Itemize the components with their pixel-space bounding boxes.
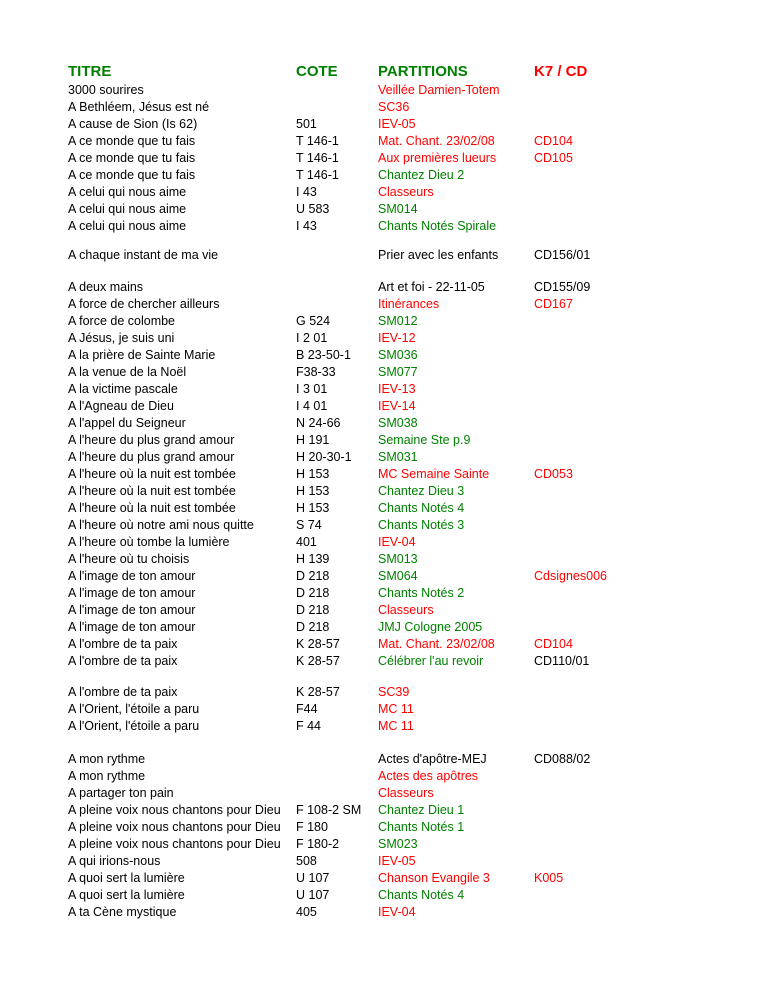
table-row: [0, 751, 768, 768]
cell-titre: A qui irions-nous: [68, 854, 161, 868]
cell-titre: A l'heure du plus grand amour: [68, 450, 235, 464]
cell-titre: A l'image de ton amour: [68, 569, 196, 583]
cell-cote: U 107: [296, 871, 330, 885]
table-row: [0, 466, 768, 483]
cell-k7-cd: Cdsignes006: [534, 569, 607, 583]
cell-cote: H 153: [296, 501, 330, 515]
cell-cote: U 583: [296, 202, 330, 216]
cell-partitions: IEV-04: [378, 905, 416, 919]
table-row: [0, 415, 768, 432]
table-row: [0, 853, 768, 870]
table-row: [0, 313, 768, 330]
cell-titre: A l'heure où tu choisis: [68, 552, 190, 566]
table-row: [0, 718, 768, 735]
cell-k7-cd: CD088/02: [534, 752, 591, 766]
cell-partitions: IEV-05: [378, 117, 416, 131]
cell-titre: A pleine voix nous chantons pour Dieu: [68, 837, 281, 851]
cell-cote: H 153: [296, 484, 330, 498]
table-row: [0, 551, 768, 568]
cell-cote: I 3 01: [296, 382, 328, 396]
cell-titre: A l'ombre de ta paix: [68, 637, 178, 651]
cell-partitions: Chants Notés Spirale: [378, 219, 497, 233]
header-partitions: PARTITIONS: [378, 63, 468, 80]
cell-cote: T 146-1: [296, 151, 339, 165]
cell-partitions: SM077: [378, 365, 418, 379]
cell-partitions: Actes d'apôtre-MEJ: [378, 752, 487, 766]
cell-partitions: Classeurs: [378, 603, 434, 617]
table-row: [0, 483, 768, 500]
cell-titre: A Bethléem, Jésus est né: [68, 100, 210, 114]
cell-titre: A l'heure où la nuit est tombée: [68, 467, 236, 481]
cell-titre: A ce monde que tu fais: [68, 168, 196, 182]
header-cote: COTE: [296, 63, 338, 80]
cell-cote: F 180-2: [296, 837, 340, 851]
cell-titre: A celui qui nous aime: [68, 202, 187, 216]
cell-titre: A l'Orient, l'étoile a paru: [68, 702, 200, 716]
cell-titre: A l'image de ton amour: [68, 620, 196, 634]
cell-cote: F44: [296, 702, 318, 716]
cell-titre: A l'ombre de ta paix: [68, 654, 178, 668]
table-row: [0, 768, 768, 785]
cell-cote: F 44: [296, 719, 322, 733]
cell-cote: G 524: [296, 314, 331, 328]
table-row: [0, 870, 768, 887]
cell-partitions: SM036: [378, 348, 418, 362]
cell-titre: A cause de Sion (Is 62): [68, 117, 198, 131]
table-row: [0, 904, 768, 921]
header-k7-cd: K7 / CD: [534, 63, 588, 80]
cell-partitions: MC 11: [378, 719, 414, 733]
table-row: [0, 167, 768, 184]
table-row: [0, 247, 768, 264]
table-row: [0, 802, 768, 819]
table-row: [0, 517, 768, 534]
cell-partitions: Célébrer l'au revoir: [378, 654, 484, 668]
cell-titre: A la victime pascale: [68, 382, 178, 396]
cell-k7-cd: CD167: [534, 297, 573, 311]
table-row: [0, 99, 768, 116]
cell-cote: B 23-50-1: [296, 348, 351, 362]
cell-partitions: IEV-14: [378, 399, 416, 413]
cell-cote: D 218: [296, 620, 330, 634]
table-row: [0, 836, 768, 853]
cell-cote: I 2 01: [296, 331, 328, 345]
table-row: [0, 619, 768, 636]
cell-cote: I 43: [296, 219, 317, 233]
cell-titre: A l'Orient, l'étoile a paru: [68, 719, 200, 733]
cell-titre: A l'heure où tombe la lumière: [68, 535, 230, 549]
cell-partitions: Semaine Ste p.9: [378, 433, 471, 447]
cell-cote: D 218: [296, 586, 330, 600]
table-row: [0, 432, 768, 449]
table-row: [0, 218, 768, 235]
cell-partitions: JMJ Cologne 2005: [378, 620, 483, 634]
cell-partitions: Mat. Chant. 23/02/08: [378, 134, 495, 148]
cell-partitions: Actes des apôtres: [378, 769, 479, 783]
cell-titre: A l'image de ton amour: [68, 603, 196, 617]
cell-partitions: IEV-13: [378, 382, 416, 396]
cell-partitions: Aux premières lueurs: [378, 151, 497, 165]
cell-titre: A l'image de ton amour: [68, 586, 196, 600]
cell-cote: 508: [296, 854, 317, 868]
table-row: [0, 602, 768, 619]
cell-cote: 501: [296, 117, 317, 131]
cell-partitions: SM031: [378, 450, 418, 464]
cell-partitions: Chants Notés 1: [378, 820, 465, 834]
cell-titre: A mon rythme: [68, 769, 146, 783]
table-row: [0, 500, 768, 517]
cell-k7-cd: CD156/01: [534, 248, 591, 262]
cell-partitions: Art et foi - 22-11-05: [378, 280, 485, 294]
cell-cote: H 20-30-1: [296, 450, 352, 464]
cell-titre: A chaque instant de ma vie: [68, 248, 219, 262]
cell-partitions: IEV-05: [378, 854, 416, 868]
cell-cote: H 191: [296, 433, 330, 447]
cell-partitions: Itinérances: [378, 297, 440, 311]
cell-partitions: SC36: [378, 100, 410, 114]
cell-titre: A pleine voix nous chantons pour Dieu: [68, 820, 281, 834]
cell-partitions: SM013: [378, 552, 418, 566]
table-row: [0, 150, 768, 167]
cell-titre: A l'heure où la nuit est tombée: [68, 501, 236, 515]
table-row: [0, 364, 768, 381]
cell-titre: A quoi sert la lumière: [68, 871, 185, 885]
table-row: [0, 184, 768, 201]
cell-partitions: Chants Notés 2: [378, 586, 465, 600]
cell-partitions: Chanson Evangile 3: [378, 871, 490, 885]
cell-cote: D 218: [296, 569, 330, 583]
cell-cote: H 139: [296, 552, 330, 566]
cell-cote: I 43: [296, 185, 317, 199]
cell-titre: A l'appel du Seigneur: [68, 416, 186, 430]
table-row: [0, 684, 768, 701]
cell-k7-cd: CD104: [534, 134, 573, 148]
cell-titre: A partager ton pain: [68, 786, 174, 800]
cell-titre: A pleine voix nous chantons pour Dieu: [68, 803, 281, 817]
cell-titre: A celui qui nous aime: [68, 219, 187, 233]
table-row: [0, 887, 768, 904]
cell-partitions: Veillée Damien-Totem: [378, 83, 500, 97]
table-row: [0, 653, 768, 670]
cell-partitions: SM023: [378, 837, 418, 851]
table-row: [0, 449, 768, 466]
cell-titre: A l'ombre de ta paix: [68, 685, 178, 699]
table-row: [0, 201, 768, 218]
cell-titre: 3000 sourires: [68, 83, 144, 97]
table-row: [0, 296, 768, 313]
cell-k7-cd: CD104: [534, 637, 573, 651]
cell-cote: 401: [296, 535, 317, 549]
cell-cote: K 28-57: [296, 637, 340, 651]
cell-titre: A l'heure où notre ami nous quitte: [68, 518, 254, 532]
table-row: [0, 701, 768, 718]
table-row: [0, 279, 768, 296]
cell-titre: A la prière de Sainte Marie: [68, 348, 216, 362]
cell-titre: A l'heure du plus grand amour: [68, 433, 235, 447]
cell-k7-cd: CD110/01: [534, 654, 590, 668]
cell-titre: A Jésus, je suis uni: [68, 331, 175, 345]
cell-partitions: MC 11: [378, 702, 414, 716]
cell-cote: K 28-57: [296, 685, 340, 699]
cell-cote: K 28-57: [296, 654, 340, 668]
cell-titre: A force de colombe: [68, 314, 176, 328]
cell-titre: A l'Agneau de Dieu: [68, 399, 174, 413]
table-row: [0, 534, 768, 551]
cell-k7-cd: CD105: [534, 151, 573, 165]
cell-cote: D 218: [296, 603, 330, 617]
table-row: [0, 636, 768, 653]
table-row: [0, 133, 768, 150]
cell-partitions: Chantez Dieu 2: [378, 168, 465, 182]
cell-titre: A mon rythme: [68, 752, 146, 766]
cell-partitions: Chants Notés 3: [378, 518, 465, 532]
cell-cote: T 146-1: [296, 134, 339, 148]
table-row: [0, 568, 768, 585]
cell-cote: U 107: [296, 888, 330, 902]
cell-titre: A force de chercher ailleurs: [68, 297, 220, 311]
cell-titre: A ce monde que tu fais: [68, 151, 196, 165]
cell-partitions: SC39: [378, 685, 410, 699]
cell-titre: A ce monde que tu fais: [68, 134, 196, 148]
cell-cote: F 180: [296, 820, 328, 834]
cell-partitions: SM064: [378, 569, 418, 583]
cell-partitions: Mat. Chant. 23/02/08: [378, 637, 495, 651]
cell-titre: A la venue de la Noël: [68, 365, 187, 379]
header-titre: TITRE: [68, 63, 112, 80]
cell-titre: A celui qui nous aime: [68, 185, 187, 199]
cell-cote: I 4 01: [296, 399, 328, 413]
cell-partitions: Prier avec les enfants: [378, 248, 499, 262]
cell-partitions: Chants Notés 4: [378, 501, 465, 515]
cell-partitions: SM014: [378, 202, 418, 216]
table-row: [0, 347, 768, 364]
table-row: [0, 116, 768, 133]
cell-cote: T 146-1: [296, 168, 339, 182]
cell-cote: F 108-2 SM: [296, 803, 362, 817]
cell-partitions: SM012: [378, 314, 418, 328]
table-row: [0, 398, 768, 415]
cell-titre: A deux mains: [68, 280, 144, 294]
table-row: [0, 381, 768, 398]
cell-partitions: Classeurs: [378, 786, 434, 800]
table-row: [0, 785, 768, 802]
cell-titre: A ta Cène mystique: [68, 905, 177, 919]
table-row: [0, 585, 768, 602]
cell-cote: N 24-66: [296, 416, 341, 430]
cell-partitions: Chantez Dieu 3: [378, 484, 465, 498]
cell-partitions: IEV-12: [378, 331, 416, 345]
cell-partitions: IEV-04: [378, 535, 416, 549]
cell-partitions: SM038: [378, 416, 418, 430]
cell-cote: 405: [296, 905, 317, 919]
cell-k7-cd: K005: [534, 871, 564, 885]
cell-titre: A l'heure où la nuit est tombée: [68, 484, 236, 498]
cell-cote: F38-33: [296, 365, 336, 379]
table-row: [0, 82, 768, 99]
cell-partitions: Classeurs: [378, 185, 434, 199]
cell-cote: H 153: [296, 467, 330, 481]
cell-partitions: Chants Notés 4: [378, 888, 465, 902]
cell-k7-cd: CD053: [534, 467, 573, 481]
cell-partitions: MC Semaine Sainte: [378, 467, 490, 481]
table-row: [0, 819, 768, 836]
cell-cote: S 74: [296, 518, 322, 532]
cell-k7-cd: CD155/09: [534, 280, 591, 294]
table-row: [0, 330, 768, 347]
cell-titre: A quoi sert la lumière: [68, 888, 185, 902]
cell-partitions: Chantez Dieu 1: [378, 803, 465, 817]
